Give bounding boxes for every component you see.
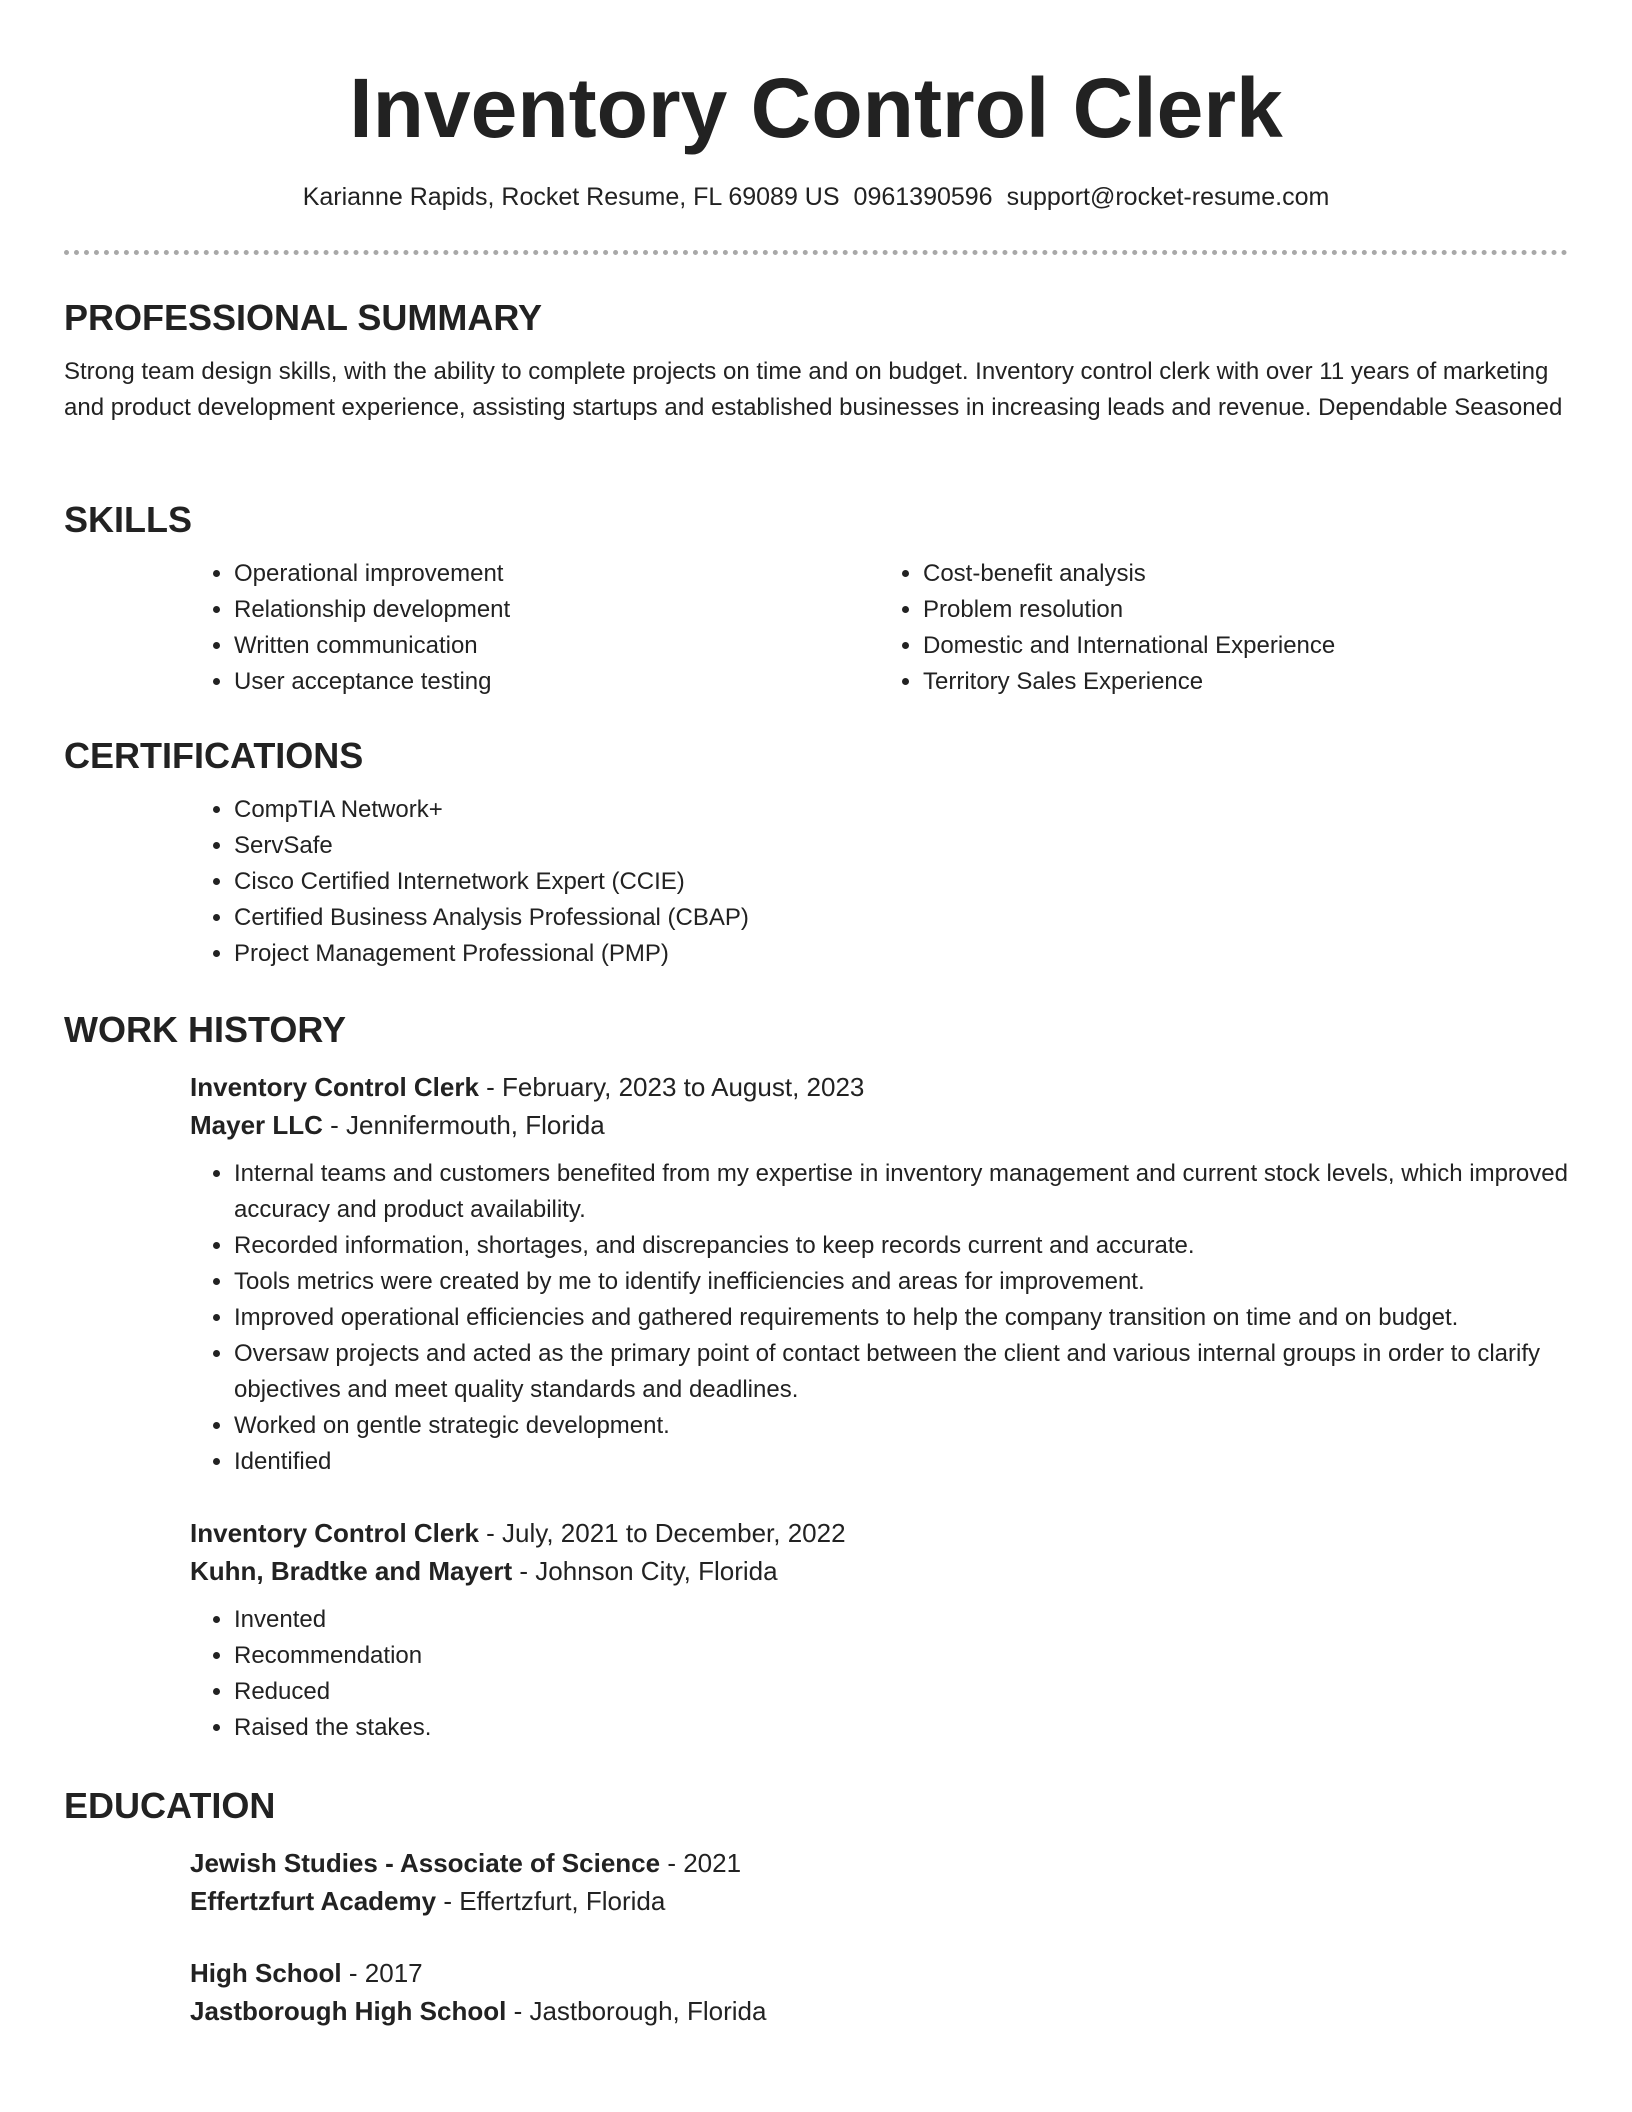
job-title-line [190,1514,1568,1552]
education-entry [190,1844,1568,1920]
skills-list-right [879,556,1568,700]
job-bullet: • Raised the stakes. [234,1710,1568,1746]
contact-line [0,182,1632,212]
resume-name: Inventory Control Clerk [349,61,1283,155]
job-entry [190,1068,1568,1480]
job-bullet: • Reduced [234,1674,1568,1710]
contact-phone: 0961390596 [853,183,993,211]
job-bullet: • Identified [234,1444,1568,1480]
certification-item: • Project Management Professional (PMP) [234,936,1568,972]
job-company-line [190,1106,1568,1144]
certification-item: • Cisco Certified Internetwork Expert (CCIE) [234,864,1568,900]
education-degree: High School [190,1958,342,1988]
certification-item: • Certified Business Analysis Professional (CBAP) [234,900,1568,936]
skill-item: • Operational improvement [234,556,879,592]
job-location: - Jennifermouth, Florida [322,1110,605,1140]
education-year: - 2021 [660,1848,742,1878]
skill-item: • Domestic and International Experience [923,628,1568,664]
contact-email: support@rocket-resume.com [1006,183,1330,211]
job-location: - Johnson City, Florida [512,1556,778,1586]
skills-heading: SKILLS [64,499,193,540]
education-heading: EDUCATION [64,1785,276,1826]
job-entry [190,1514,1568,1746]
job-bullet: • Recorded information, shortages, and discrepancies to keep records current and accurate. [234,1228,1568,1264]
education-degree-line [190,1844,1568,1882]
job-title: Inventory Control Clerk [190,1518,479,1548]
education-school: Effertzfurt Academy [190,1886,437,1916]
certifications-section [64,734,1568,972]
education-year: - 2017 [341,1958,423,1988]
education-degree: Jewish Studies - Associate of Science [190,1848,661,1878]
education-location: - Effertzfurt, Florida [436,1886,666,1916]
job-company: Mayer LLC [190,1110,323,1140]
education-school: Jastborough High School [190,1996,507,2026]
job-bullet: • Tools metrics were created by me to identify inefficiencies and areas for improvement. [234,1264,1568,1300]
certifications-heading: CERTIFICATIONS [64,735,364,776]
certification-item: • CompTIA Network+ [234,792,1568,828]
skill-item: • Relationship development [234,592,879,628]
education-entry [190,1954,1568,2030]
job-bullets [190,1156,1568,1480]
job-dates: - July, 2021 to December, 2022 [478,1518,846,1548]
education-location: - Jastborough, Florida [506,1996,767,2026]
job-title-line [190,1068,1568,1106]
summary-text: Strong team design skills, with the ability to complete projects on time and on budget. Inventory control clerk with over 11 years of marketing and product development experience, assisting startups and established businesses in increasing leads and revenue. Dependable Seasoned [64,358,1563,421]
job-bullet: • Oversaw projects and acted as the primary point of contact between the client and various internal groups in order to clarify objectives and meet quality standards and deadlines. [234,1336,1568,1408]
certification-item: • ServSafe [234,828,1568,864]
education-section [64,1784,1568,2030]
skill-item: • Problem resolution [923,592,1568,628]
header-divider [64,250,1568,255]
work-history-section [64,1008,1568,1746]
job-bullet: • Internal teams and customers benefited from my expertise in inventory management and current stock levels, which improved accuracy and product availability. [234,1156,1568,1228]
job-bullet: • Improved operational efficiencies and gathered requirements to help the company transition on time and on budget. [234,1300,1568,1336]
job-bullet: • Recommendation [234,1638,1568,1674]
summary-heading: PROFESSIONAL SUMMARY [64,297,543,338]
education-degree-line [190,1954,1568,1992]
job-bullet: • Invented [234,1602,1568,1638]
certifications-list [190,792,1568,972]
skill-item: • Territory Sales Experience [923,664,1568,700]
job-bullets [190,1602,1568,1746]
job-company-line [190,1552,1568,1590]
education-school-line [190,1882,1568,1920]
skills-columns [190,556,1568,700]
work-history-heading: WORK HISTORY [64,1009,347,1050]
skill-item: • Cost-benefit analysis [923,556,1568,592]
skills-section [64,498,1568,700]
skills-list-left [190,556,879,700]
job-title: Inventory Control Clerk [190,1072,479,1102]
job-dates: - February, 2023 to August, 2023 [478,1072,865,1102]
job-company: Kuhn, Bradtke and Mayert [190,1556,513,1586]
contact-address: Karianne Rapids, Rocket Resume, FL 69089 US [302,183,840,211]
summary-section [64,296,1568,426]
job-bullet: • Worked on gentle strategic development. [234,1408,1568,1444]
education-school-line [190,1992,1568,2030]
skill-item: • Written communication [234,628,879,664]
skill-item: • User acceptance testing [234,664,879,700]
